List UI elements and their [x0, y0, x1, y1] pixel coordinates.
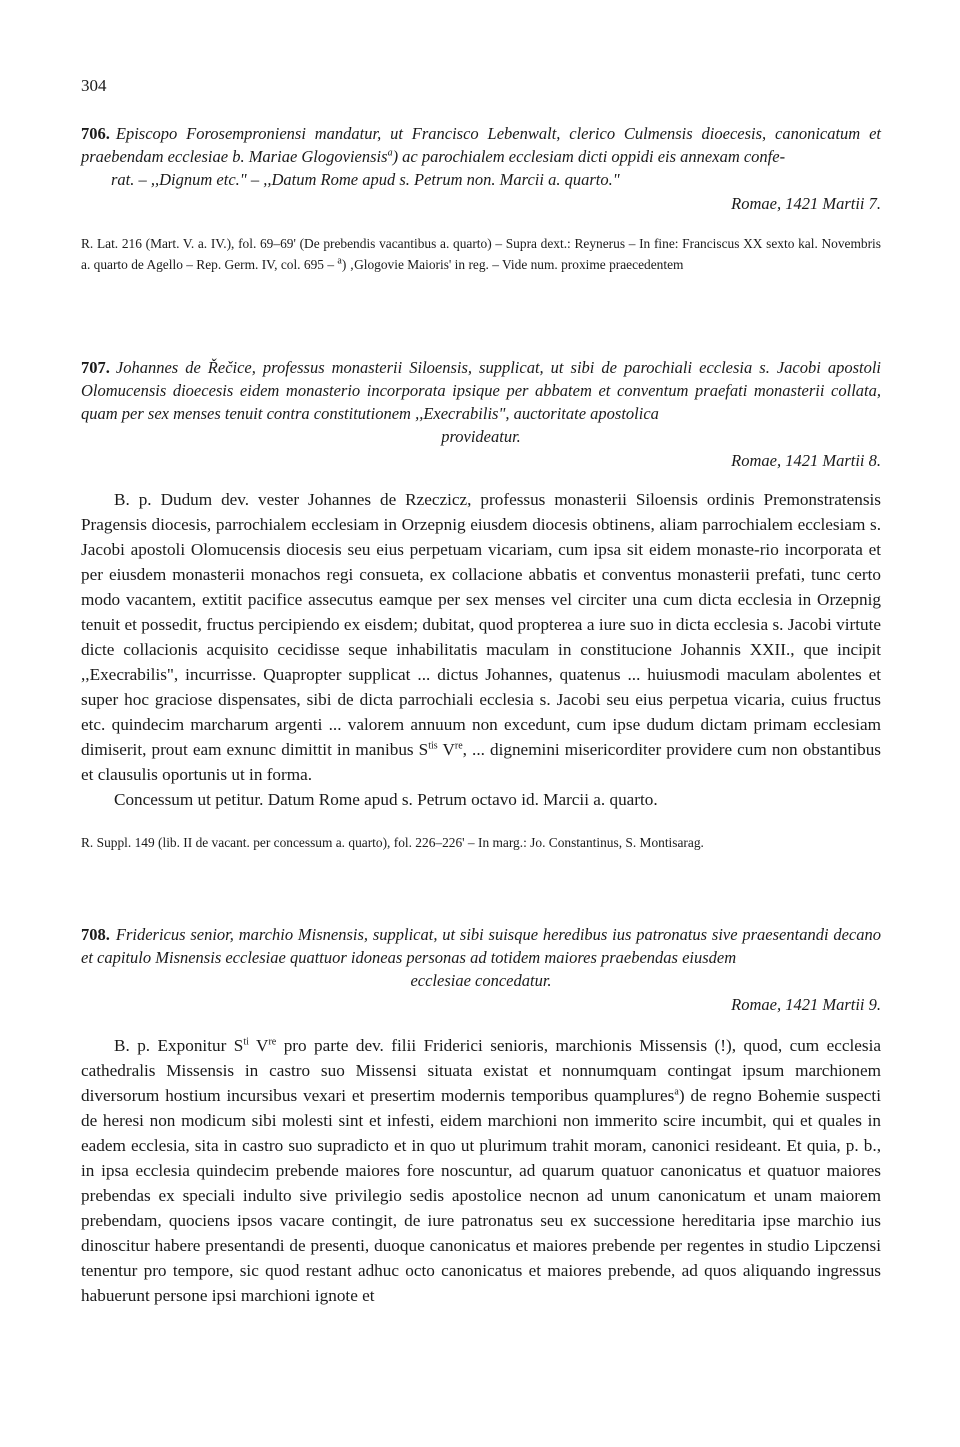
- source-note: R. Suppl. 149 (lib. II de vacant. per concessum a. quarto), fol. 226–226' – In marg.: Jo. Constantinus, S. Montisarag.: [81, 835, 704, 850]
- body-text: V: [437, 740, 455, 759]
- footnote-marker: a: [337, 255, 342, 267]
- body-text: B. p. Dudum dev. vester Johannes de Rzeczicz, professus monasterii Siloensis ordinis Premonstratensis Pragensis diocesis, parrochialem ecclesiam in Orzepnig eiusdem diocesis obtinens, aliam parrochialem ecclesiam s. Jacobi apostoli Olomucensis diocesis seu eius perpetuam vicariam, cum ipsa sit eidem monaste-rio incorporata et per eiusdem monasterii monachos regi consueta, ex collacione abbatis et conventus monasterii prefati, tunc certo modo vacantem, extitit pacifice assecutus eamque per sex menses vel circiter una cum dicta ecclesia in Orzepnig tenuit et possedit, fructus percipiendo ex eisdem; dubitat, quod propterea a iure suo in dicta ecclesia s. Jacobi virtute dicte collacionis acquisito cecidisse seque inhabilitatis maculam in constitucione Johannis XXII., que incipit ,,Execrabilis", incurrisse. Quapropter supplicat ... dictus Johannes, quatenus ... huiusmodi maculam abolentes et super hoc graciose dispensates, sibi de dicta parrochiali ecclesia s. Jacobi seu eius perpetua vicaria, cuius fructus etc. quindecim marcharum argenti ... valorem annuum non excedunt, cum ipse dudum dictam primam ecclesiam dimiserit, prout eam exnunc dimittit in manibus S: [81, 490, 881, 759]
- entry-706: [81, 122, 881, 275]
- entry-summary: [81, 122, 881, 168]
- footnote-marker: a: [674, 1086, 679, 1098]
- page-number: 304: [81, 76, 107, 95]
- source-text: ) ‚Glogovie Maioris' in reg. – Vide num. proxime praecedentem: [341, 257, 684, 272]
- superscript: ti: [243, 1036, 249, 1048]
- entry-summary-continuation: rat. – ,,Dignum etc." – ,,Datum Rome apud s. Petrum non. Marcii a. quarto.": [111, 170, 620, 189]
- entry-number: 706.: [81, 124, 110, 143]
- entry-number: 708.: [81, 925, 110, 944]
- dateline: Romae, 1421 Martii 8.: [731, 451, 881, 470]
- supplication-text: [81, 1033, 881, 1308]
- summary-text: Johannes de Řečice, professus monasterii Siloensis, supplicat, ut sibi de parochiali ecclesia s. Jacobi apostoli Olomucensis dioecesis eidem monasterio incorporata ipsique per abbatem et conventum praefati monasterii collata, quam per sex menses tenuit contra constitutionem ,,Execrabilis", auctoritate apostolica: [81, 358, 881, 423]
- body-text: ) de regno Bohemie suspecti de heresi non modicum sibi molesti sint et infesti, eidem marchioni non immerito scire incumbit, qui et quales in eadem ecclesia, sita in castro suo supradicto et in quo ut plurimum trahit moram, canonici resideant. Et quia, p. b., in ipsa ecclesia quindecim prebende maiores fore noscuntur, ad quarum quatuor canonicatus et quatuor maiores prebendas ex speciali indulto sive privilegio sedis apostolice necnon ad unum canonicatum et unam maiorem prebendam, quociens ipsos vacare contingit, de iure patronatus seu ex successione hereditaria ipse marchio ius dinoscitur habere presentandi de presenti, duoque canonicatus et maiores prebende per regentes in studio Lipczensi tenentur pro tempore, sic quod restant adhuc octo canonicatus et maiores prebende, ad quos aliquando ingressus habuerunt persone ipsi marchioni ignote et: [81, 1086, 881, 1305]
- summary-center-line: provideatur.: [441, 427, 521, 446]
- summary-text: ) ac parochialem ecclesiam dicti oppidi eis annexam confe-: [392, 147, 786, 166]
- dateline: Romae, 1421 Martii 7.: [731, 194, 881, 213]
- footnote-marker: a: [387, 147, 393, 159]
- entry-number: 707.: [81, 358, 110, 377]
- summary-text: Episcopo Forosemproniensi mandatur, ut Francisco Lebenwalt, clerico Culmensis dioecesis, canonicatum et praebendam ecclesiae b. Mariae Glogoviensis: [81, 124, 881, 166]
- body-text: , ... dignemini misericorditer providere cum non obstantibus et clausulis oportunis ut in forma.: [81, 740, 881, 784]
- summary-text: Fridericus senior, marchio Misnensis, supplicat, ut sibi suisque heredibus ius patronatus sive praesentandi decano et capitulo Misnensis ecclesiae quattuor idoneas personas ad totidem maiores praebendas eiusdem: [81, 925, 881, 967]
- body-text: V: [248, 1036, 269, 1055]
- superscript: tis: [428, 740, 438, 752]
- source-note: [81, 233, 881, 275]
- source-text: R. Lat. 216 (Mart. V. a. IV.), fol. 69–69' (De prebendis vacantibus a. quarto) – Supra dext.: Reynerus – In fine: Franciscus XX sexto kal. Novembris a. quarto de Agello – Rep. Germ. IV, col. 695 –: [81, 236, 881, 272]
- superscript: re: [268, 1036, 277, 1048]
- summary-center-line: ecclesiae concedatur.: [410, 971, 552, 990]
- superscript: re: [454, 740, 463, 752]
- entry-707: [81, 356, 881, 853]
- entry-summary: [81, 923, 881, 969]
- dateline: Romae, 1421 Martii 9.: [731, 995, 881, 1014]
- concessum-line: Concessum ut petitur. Datum Rome apud s. Petrum octavo id. Marcii a. quarto.: [114, 790, 658, 809]
- entry-708: [81, 923, 881, 1308]
- entry-summary: [81, 356, 881, 425]
- supplication-text: [81, 487, 881, 787]
- body-text: pro parte dev. filii Friderici senioris, marchionis Missensis (!), quod, cum ecclesia cathedralis Missensis in castro suo Missensi situata existat et nonnumquam contingat ipsum marchionem diversorum hostium incursibus vexari et presertim modernis temporibus quamplures: [81, 1036, 882, 1105]
- body-text: B. p. Exponitur S: [114, 1036, 244, 1055]
